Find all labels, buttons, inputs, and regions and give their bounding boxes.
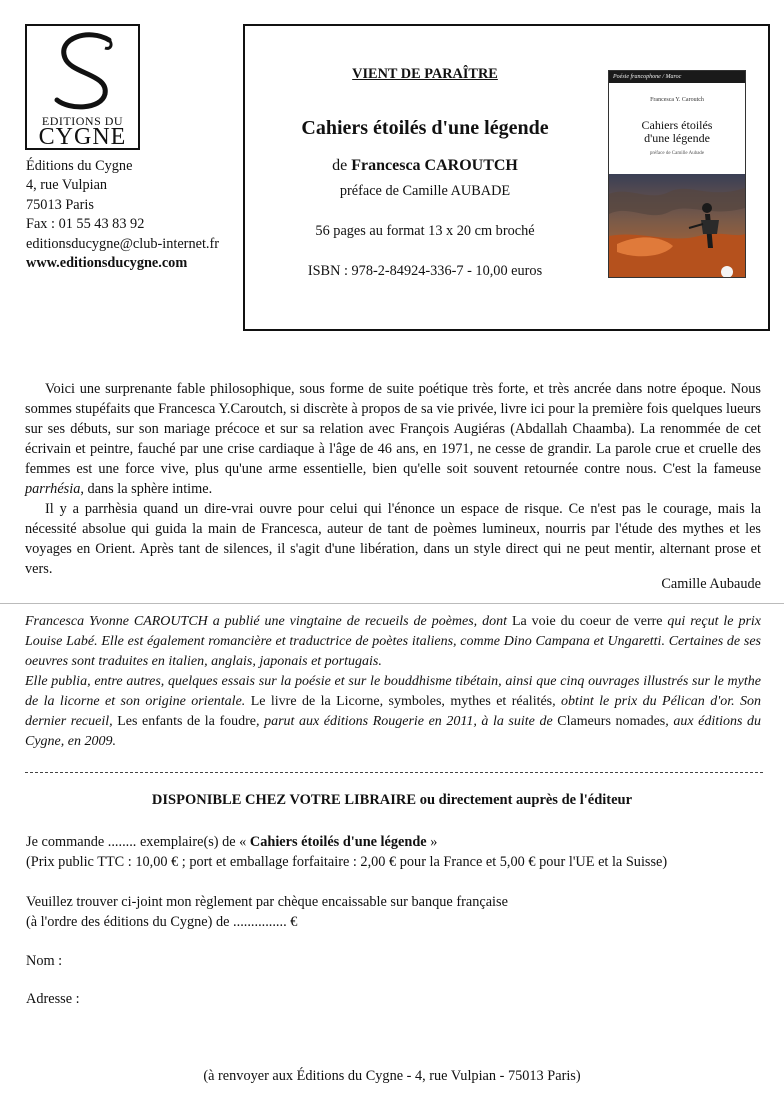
publisher-website[interactable]: www.editionsducygne.com	[26, 255, 188, 272]
publisher-email[interactable]: editionsducygne@club-internet.fr	[26, 235, 220, 252]
bio-text: Elle publia, entre autres, quelques essais sur la poésie et sur le bouddhisme tibétain, ainsi que cinq ouvrages illustrés sur le mythe de la licorne et son origine orientale.	[25, 674, 761, 709]
publisher-street: 4, rue Vulpian	[26, 177, 108, 194]
cover-title	[609, 119, 745, 145]
cut-line	[25, 772, 763, 773]
logo-text-editions: EDITIONS DU	[41, 114, 124, 128]
order-line-quantity[interactable]	[26, 832, 667, 852]
order-quantity-block	[26, 832, 667, 872]
order-text: »	[426, 834, 438, 850]
publisher-logo	[25, 24, 140, 150]
author-name: Francesca CAROUTCH	[351, 157, 518, 174]
bio-paragraph-1	[25, 612, 761, 672]
order-text: Je commande ........ exemplaire(s) de «	[26, 834, 250, 850]
review-p1-text: Voici une surprenante fable philosophique, sous forme de suite poétique très forte, et très ancrée dans notre époque. Nous sommes stupéfaits que Francesca Y.Caroutch, si discrète à propos de sa vie privée, livre ici pour la première fois quelques lueurs sur ses débuts, sur son mariage précoce et sur sa relation avec François Augiéras (Abdallah Chaamba). La renommée de cet écrivain et peintre, fauché par une crise cardiaque à l'âge de 46 ans, en 1971, ne cesse de grandir. La parole crue et cruelle des femmes est une force vive, plus qu'une arme essentielle, bien qu'elle soit souvent retournée contre nous. C'est la fameuse	[25, 381, 761, 477]
bio-text: , obtint le prix du Pélican d'or. Son dernier recueil,	[25, 694, 762, 729]
review-paragraph-1	[25, 379, 761, 499]
cover-author: Francesca Y. Caroutch	[650, 97, 704, 103]
cover-preface: préface de Camille Aubade	[649, 151, 705, 156]
order-price-line: (Prix public TTC : 10,00 € ; port et emballage forfaitaire : 2,00 € pour la France et 5,00 € pour l'UE et la Suisse)	[26, 854, 668, 870]
publisher-name: Éditions du Cygne	[26, 158, 133, 174]
book-cover	[608, 70, 746, 278]
bio-text: , aux éditions du Cygne, en 2009.	[25, 714, 762, 749]
logo-text-cygne: CYGNE	[38, 124, 127, 150]
bio-book-title: Clameurs nomades	[557, 714, 666, 729]
availability-heading	[0, 792, 784, 809]
order-payment-line: Veuillez trouver ci-joint mon règlement par chèque encaissable sur banque française	[26, 894, 508, 910]
review-p1-emphasis: parrhésia	[25, 481, 81, 497]
return-address: (à renvoyer aux Éditions du Cygne - 4, rue Vulpian - 75013 Paris)	[203, 1068, 581, 1084]
cover-collection-band: Poésie francophone / Maroc	[609, 71, 745, 83]
publisher-fax: Fax : 01 55 43 83 92	[26, 216, 145, 233]
order-book-title: Cahiers étoilés d'une légende	[249, 834, 427, 850]
availability-main: DISPONIBLE CHEZ VOTRE LIBRAIRE	[151, 792, 417, 808]
book-format: 56 pages au format 13 x 20 cm broché	[315, 223, 535, 239]
order-name-field[interactable]: Nom :	[26, 953, 63, 969]
bio-book-title: Le livre de la Licorne, symboles, mythes et réalités	[250, 694, 553, 709]
author-prefix: de	[332, 157, 352, 174]
availability-sub: ou directement auprès de l'éditeur	[416, 792, 633, 808]
bio-text: Francesca Yvonne CAROUTCH a publié une vingtaine de recueils de poèmes, dont	[25, 614, 512, 629]
order-payment-block	[26, 892, 508, 932]
book-author	[245, 157, 605, 175]
order-amount-line[interactable]: (à l'ordre des éditions du Cygne) de ............... €	[26, 914, 298, 930]
book-isbn-price: ISBN : 978-2-84924-336-7 - 10,00 euros	[307, 263, 543, 279]
review-signature: Camille Aubaude	[661, 576, 761, 592]
review-p1-end: , dans la sphère intime.	[80, 481, 213, 497]
order-address-field[interactable]: Adresse :	[26, 991, 80, 1007]
bio-text: , parut aux éditions Rougerie en 2011, à la suite de	[256, 714, 558, 729]
announcement-heading: VIENT DE PARAÎTRE	[352, 66, 498, 82]
book-preface: préface de Camille AUBADE	[339, 183, 511, 199]
publisher-address	[26, 157, 219, 273]
announcement-box	[243, 24, 770, 331]
swan-icon	[39, 30, 129, 116]
bio-book-title: Les enfants de la foudre	[117, 714, 257, 729]
author-biography	[25, 612, 761, 752]
review-paragraph-2: Il y a parrhèsia quand un dire-vrai ouvre pour celui qui l'énonce un espace de risque. Ce n'est pas le courage, mais la nécessité absolue qui guida la main de Francesca, auteur de tant de poèmes lumineux, nourris par l'étude des mythes et les voyages en Orient. Après tant de silences, il s'agit d'une libération, dans un style direct qui ne peut mentir, alternant prose et vers.	[25, 501, 761, 577]
section-divider	[0, 603, 784, 604]
bio-text: qui reçut le prix Louise Labé. Elle est également romancière et traductrice de poètes italiens, comme Dino Campana et Ungaretti. Certaines de ses oeuvres sont traduites en italien, anglais, japonais et portugais.	[25, 614, 761, 669]
bio-paragraph-2	[25, 672, 761, 752]
bio-book-title: La voie du coeur de verre	[511, 614, 663, 629]
publisher-city: 75013 Paris	[26, 196, 94, 213]
cover-title-line2: d'une légende	[644, 131, 710, 145]
cover-painting	[609, 174, 745, 277]
cover-title-line1: Cahiers étoilés	[641, 118, 713, 132]
book-title: Cahiers étoilés d'une légende	[301, 117, 549, 139]
